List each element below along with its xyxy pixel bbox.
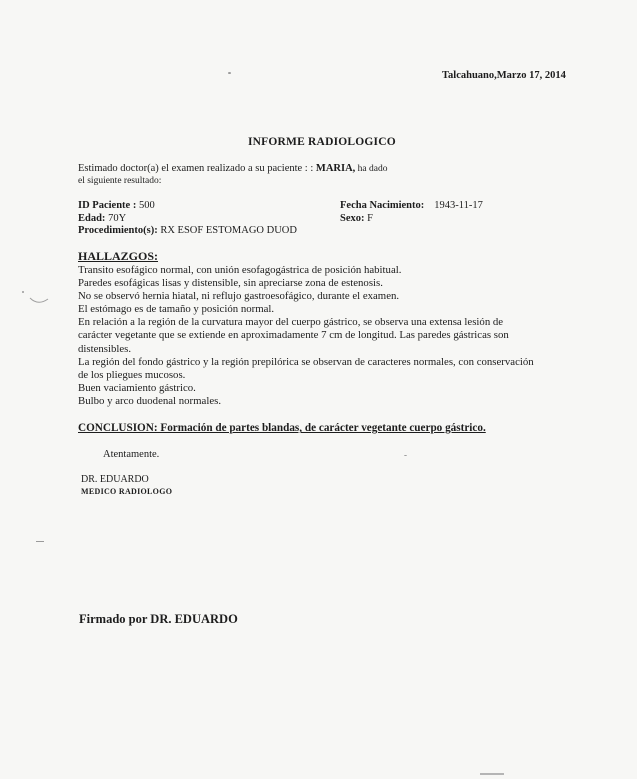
- intro-prefix: Estimado doctor(a) el examen realizado a su paciente : :: [78, 163, 316, 174]
- scan-speck: [404, 455, 407, 456]
- sex-label: Sexo:: [340, 212, 365, 224]
- conclusion: CONCLUSION: Formación de partes blandas, de carácter vegetante cuerpo gástrico.: [78, 422, 486, 434]
- patient-meta-left: [78, 200, 297, 238]
- patient-id-row: [78, 200, 297, 213]
- findings-body: [78, 264, 534, 408]
- intro-line-1: [78, 163, 387, 175]
- scan-speck: [36, 541, 44, 542]
- findings-line: No se observó hernia hiatal, ni reflujo gastroesofágico, durante el examen.: [78, 290, 400, 303]
- findings-line: Buen vaciamiento gástrico.: [78, 381, 196, 394]
- findings-line: distensibles.: [78, 342, 132, 355]
- procedure-label: Procedimiento(s):: [78, 225, 158, 236]
- doctor-role: MEDICO RADIOLOGO: [81, 486, 173, 496]
- findings-line: carácter vegetante que se extiende en aproximadamente 7 cm de longitud. Las paredes gástricas son: [78, 329, 509, 342]
- patient-name: MARIA,: [315, 163, 356, 174]
- report-title: INFORME RADIOLOGICO: [248, 136, 396, 148]
- procedure-row: [78, 225, 297, 238]
- sex-value: F: [364, 212, 373, 224]
- patient-age-row: [78, 213, 297, 226]
- birth-label: Fecha Nacimiento:: [340, 200, 425, 211]
- findings-line: El estómago es de tamaño y posición normal.: [78, 303, 275, 316]
- patient-id-value: 500: [136, 200, 155, 211]
- scan-curve-mark: [28, 294, 50, 306]
- findings-line: Bulbo y arco duodenal normales.: [78, 394, 222, 407]
- findings-line: de los pliegues mucosos.: [78, 368, 186, 381]
- signed-by: Firmado por DR. EDUARDO: [79, 612, 238, 626]
- doctor-name: DR. EDUARDO: [81, 474, 149, 485]
- findings-line: En relación a la región de la curvatura mayor del cuerpo gástrico, se observa una extensa lesión de: [78, 316, 504, 329]
- findings-heading: HALLAZGOS:: [78, 249, 159, 263]
- report-date: Talcahuano,Marzo 17, 2014: [442, 70, 566, 81]
- intro-suffix: ha dado: [355, 164, 388, 174]
- scan-speck: [22, 291, 24, 293]
- procedure-value: RX ESOF ESTOMAGO DUOD: [157, 225, 297, 236]
- patient-meta-right: [340, 200, 483, 225]
- doctor-signature-block: [81, 474, 172, 497]
- scan-speck: [228, 72, 231, 74]
- patient-age-value: 70Y: [105, 212, 127, 224]
- patient-age-label: Edad:: [78, 212, 106, 224]
- birth-row: [340, 200, 483, 213]
- scan-speck: [480, 773, 504, 775]
- findings-line: Transito esofágico normal, con unión esofagogástrica de posición habitual.: [78, 264, 402, 276]
- findings-line: La región del fondo gástrico y la región prepilórica se observan de caracteres normales, con conservación: [78, 355, 534, 368]
- intro-paragraph: [78, 163, 387, 187]
- intro-line-2: el siguiente resultado:: [78, 176, 162, 186]
- birth-value: 1943-11-17: [434, 200, 483, 211]
- sex-row: [340, 213, 483, 226]
- patient-id-label: ID Paciente :: [78, 200, 137, 211]
- findings-line: Paredes esofágicas lisas y distensible, sin apreciarse zona de estenosis.: [78, 277, 383, 290]
- closing-salutation: Atentamente.: [103, 449, 160, 460]
